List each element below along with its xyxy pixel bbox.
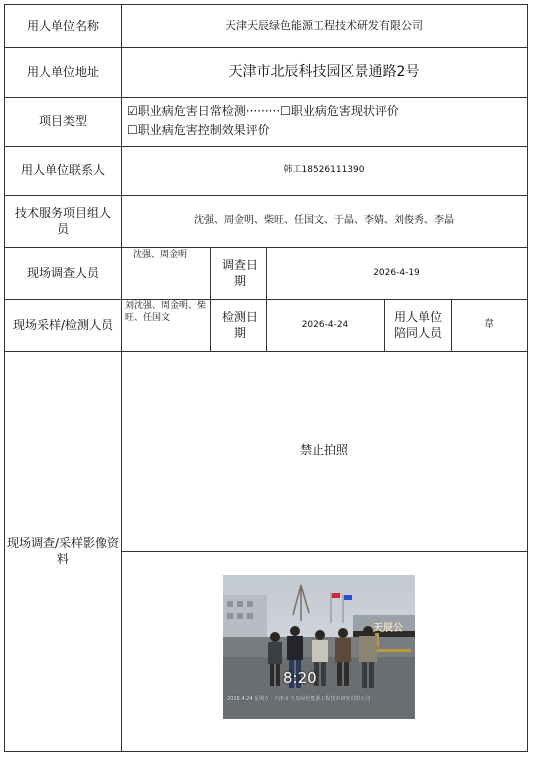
survey-staff-label: 现场调查人员 (26, 265, 99, 280)
photo-caption: 2026.4.24 星期五 · 天津市·天辰绿色能源工程技术研发有限公司 (227, 696, 371, 702)
site-photo (223, 575, 415, 719)
unit-name-label: 用人单位名称 (26, 18, 99, 33)
unit-name-value: 天津天辰绿色能源工程技术研发有限公司 (225, 18, 423, 32)
project-type-line-2: ☐职业病危害控制效果评价 (127, 123, 270, 137)
survey-staff-value: 沈强、周金明 (133, 250, 188, 260)
team-value: 沈强、周金明、柴旺、任国文、于晶、李婧、刘俊秀、李晶 (194, 215, 454, 227)
unit-address-label: 用人单位地址 (26, 64, 99, 79)
project-type-label: 项目类型 (38, 114, 87, 129)
photo-timestamp: 8:20 (283, 669, 317, 687)
project-type-line-1: ☑职业病危害日常检测·········☐职业病危害现状评价 (127, 104, 399, 118)
photo-sign-text: 天辰公 (373, 623, 403, 634)
sampling-staff-label: 现场采样/检测人员 (12, 317, 114, 332)
contact-value: 韩工18526111390 (283, 165, 365, 176)
contact-label: 用人单位联系人 (20, 163, 105, 178)
sampling-date-label: 检测日期 (221, 309, 258, 340)
survey-date-value: 2026-4-19 (373, 267, 420, 278)
images-label: 现场调查/采样影像资料 (6, 535, 120, 566)
unit-address-value: 天津市北辰科技园区景通路2号 (228, 63, 420, 80)
sampling-staff-value: 刘沈强、周金明、柴旺、任国文 (125, 301, 207, 324)
no-photo-notice: 禁止拍照 (299, 442, 348, 457)
sampling-date-value: 2026-4-24 (301, 319, 349, 330)
survey-date-label: 调查日期 (221, 257, 258, 288)
escort-label: 用人单位陪同人员 (393, 309, 442, 340)
team-label: 技术服务项目组人员 (14, 205, 111, 236)
escort-value: 韋 (484, 319, 494, 331)
